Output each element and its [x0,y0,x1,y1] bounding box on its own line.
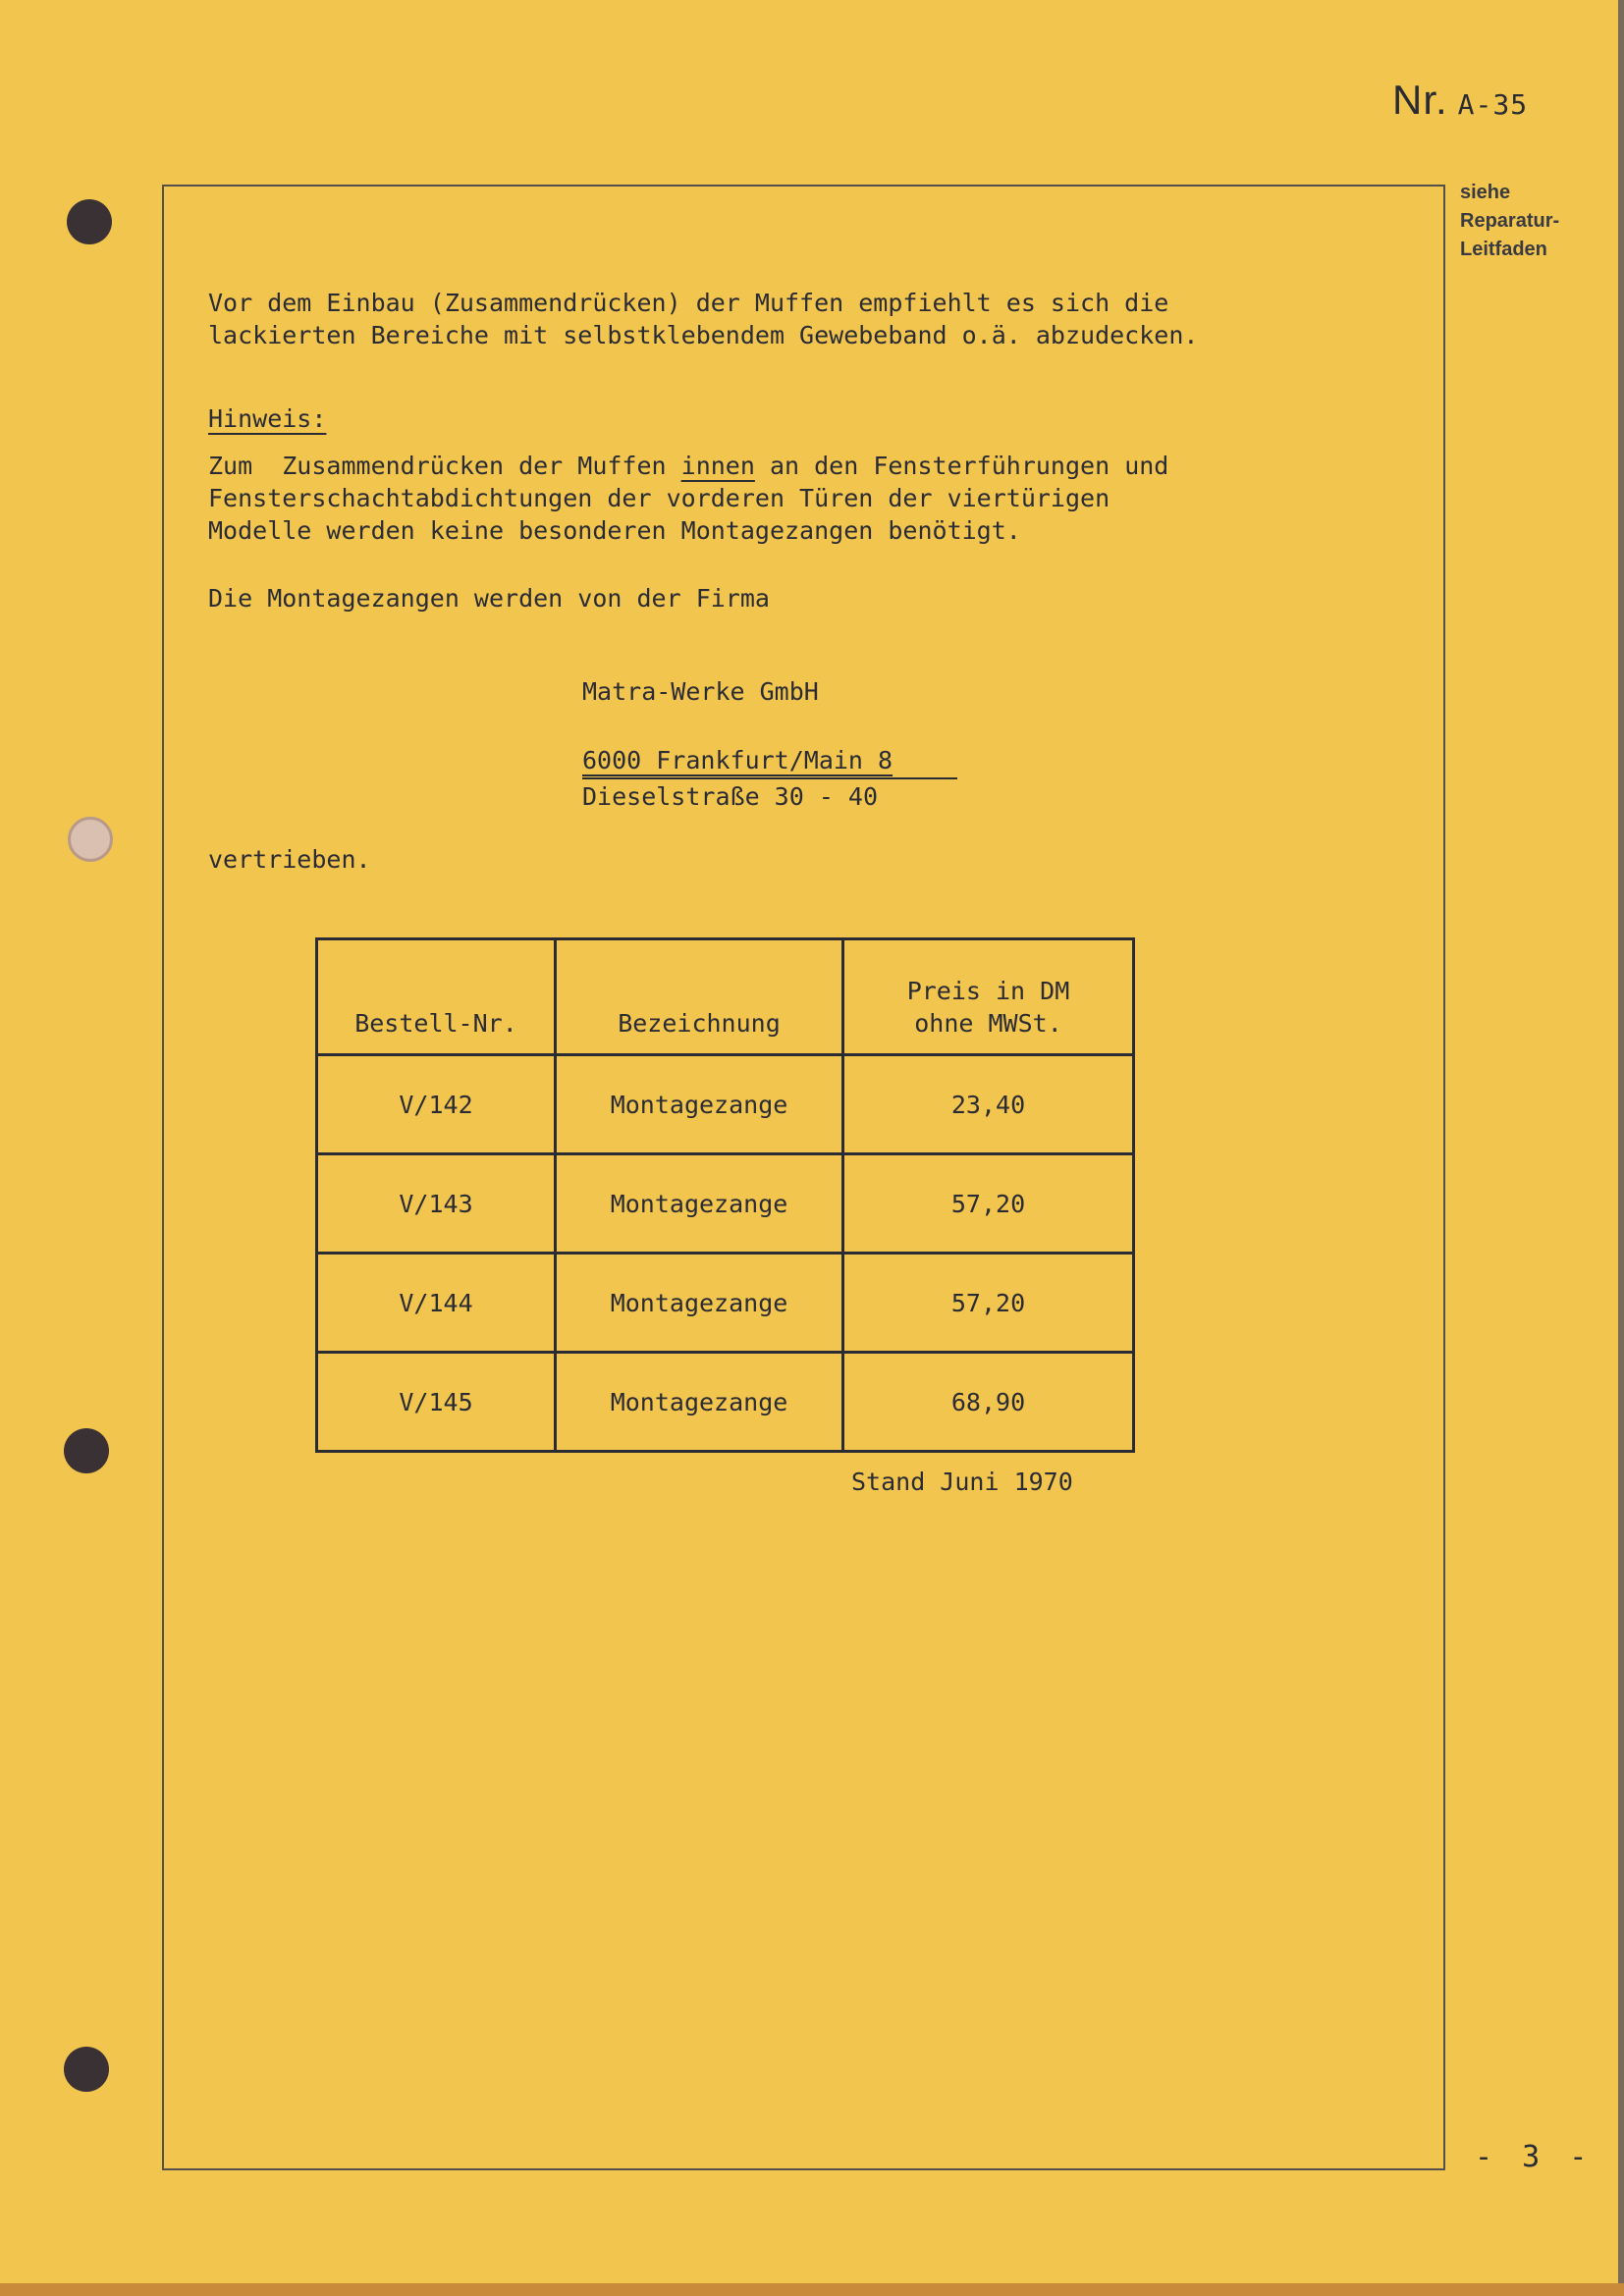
supplier-intro: Die Montagezangen werden von der Firma [208,584,770,613]
header-price [843,939,1134,1055]
cell-price: 57,20 [843,1254,1134,1353]
paragraph-line: Vor dem Einbau (Zusammendrücken) der Muffen empfiehlt es sich die [208,289,1169,317]
document-number-label: Nr. [1392,77,1448,123]
cell-price: 57,20 [843,1154,1134,1254]
side-note-line: Leitfaden [1460,239,1547,260]
firm-address [582,743,957,814]
address-line-city: 6000 Frankfurt/Main 8 [582,746,893,774]
header-order-no: Bestell-Nr. [317,939,556,1055]
cell-order-no: V/142 [317,1055,556,1154]
cell-price: 23,40 [843,1055,1134,1154]
paragraph-line: Fensterschachtabdichtungen der vorderen Türen der viertürigen [208,484,1110,512]
hinweis-paragraph [208,450,1168,547]
cell-price: 68,90 [843,1353,1134,1452]
cell-order-no: V/143 [317,1154,556,1254]
document-number [1392,77,1528,124]
side-note-line: Reparatur- [1460,210,1560,232]
firm-name: Matra-Werke GmbH [582,677,819,706]
paragraph-line [208,450,1168,482]
header-price-line: ohne MWSt. [914,1009,1062,1038]
paragraph-text: Zum Zusammendrücken der Muffen [208,452,681,480]
table-row [317,1154,1134,1254]
paragraph-line: Modelle werden keine besonderen Montagezangen benötigt. [208,516,1021,545]
side-note [1460,179,1559,264]
intro-paragraph [208,287,1198,351]
page-number: - 3 - [1475,2140,1594,2174]
cell-name: Montagezange [556,1353,843,1452]
header-price-line: Preis in DM [906,977,1070,1005]
side-note-line: siehe [1460,182,1511,203]
table-row [317,1254,1134,1353]
punch-hole [64,1428,109,1473]
cell-name: Montagezange [556,1254,843,1353]
cell-name: Montagezange [556,1055,843,1154]
table-row [317,1055,1134,1154]
document-number-value: A-35 [1457,88,1529,121]
header-name: Bezeichnung [556,939,843,1055]
price-date-note: Stand Juni 1970 [851,1468,1073,1496]
cell-order-no: V/144 [317,1254,556,1353]
price-table [315,937,1135,1453]
paragraph-line: lackierten Bereiche mit selbstklebendem Gewebeband o.ä. abzudecken. [208,321,1199,349]
punch-hole [68,817,113,862]
table-row [317,1353,1134,1452]
punch-hole [67,199,112,244]
table-header-row [317,939,1134,1055]
paragraph-text: an den Fensterführungen und [754,452,1169,480]
hinweis-heading: Hinweis: [208,404,327,433]
closing-word: vertrieben. [208,845,371,874]
cell-name: Montagezange [556,1154,843,1254]
page-edge-bottom [0,2283,1624,2296]
address-line-street: Dieselstraße 30 - 40 [582,777,957,814]
cell-order-no: V/145 [317,1353,556,1452]
emphasis-text: innen [680,452,755,480]
page-edge [1618,0,1624,2296]
punch-hole [64,2047,109,2092]
